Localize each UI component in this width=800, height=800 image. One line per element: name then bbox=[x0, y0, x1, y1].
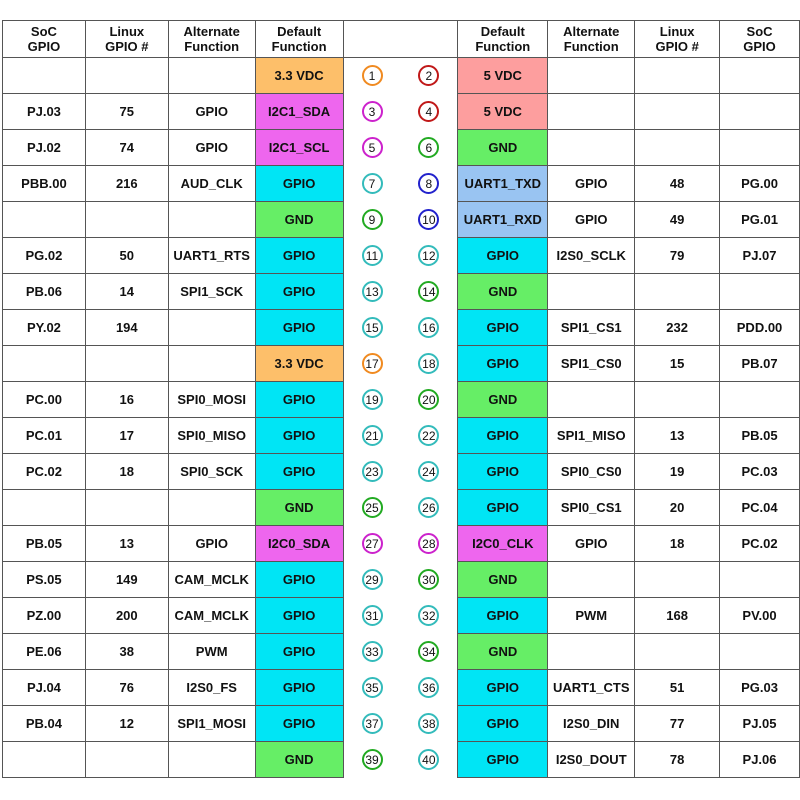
pin-number-even: 36 bbox=[418, 677, 439, 698]
pin-number-even: 20 bbox=[418, 389, 439, 410]
pin-row bbox=[3, 526, 800, 562]
right-soc-gpio-cell: PJ.05 bbox=[720, 706, 800, 742]
right-alternate-function-cell: SPI1_CS0 bbox=[548, 346, 635, 382]
right-soc-gpio-cell: PG.03 bbox=[720, 670, 800, 706]
pin-row bbox=[3, 94, 800, 130]
right-linux-gpio-cell: 78 bbox=[635, 742, 720, 778]
pin-number-odd: 11 bbox=[362, 245, 383, 266]
pin-number-odd: 23 bbox=[362, 461, 383, 482]
pin-pair-cell bbox=[343, 166, 458, 202]
pin-number-odd: 9 bbox=[362, 209, 383, 230]
right-alternate-function-cell bbox=[548, 130, 635, 166]
header-left-alternate-function: Alternate Function bbox=[168, 21, 255, 58]
pin-pair-cell bbox=[343, 238, 458, 274]
pin-number-even: 14 bbox=[418, 281, 439, 302]
left-default-function-cell: GND bbox=[255, 202, 343, 238]
pin-number-even: 6 bbox=[418, 137, 439, 158]
pin-number-odd: 15 bbox=[362, 317, 383, 338]
right-default-function-cell: GND bbox=[458, 274, 548, 310]
left-linux-gpio-cell: 216 bbox=[85, 166, 168, 202]
pin-number-odd: 21 bbox=[362, 425, 383, 446]
right-soc-gpio-cell: PDD.00 bbox=[720, 310, 800, 346]
pin-pair-cell bbox=[343, 742, 458, 778]
left-default-function-cell: 3.3 VDC bbox=[255, 58, 343, 94]
right-alternate-function-cell: GPIO bbox=[548, 526, 635, 562]
left-soc-gpio-cell bbox=[3, 742, 86, 778]
right-alternate-function-cell bbox=[548, 58, 635, 94]
right-alternate-function-cell: PWM bbox=[548, 598, 635, 634]
left-default-function-cell: I2C1_SCL bbox=[255, 130, 343, 166]
pin-pair-cell bbox=[343, 58, 458, 94]
left-alternate-function-cell: PWM bbox=[168, 634, 255, 670]
pin-number-odd: 7 bbox=[362, 173, 383, 194]
left-alternate-function-cell: CAM_MCLK bbox=[168, 598, 255, 634]
pin-row bbox=[3, 130, 800, 166]
right-linux-gpio-cell: 13 bbox=[635, 418, 720, 454]
left-default-function-cell: I2C1_SDA bbox=[255, 94, 343, 130]
header-right-default-function: Default Function bbox=[458, 21, 548, 58]
left-alternate-function-cell: SPI0_MOSI bbox=[168, 382, 255, 418]
left-default-function-cell: 3.3 VDC bbox=[255, 346, 343, 382]
left-soc-gpio-cell bbox=[3, 202, 86, 238]
pin-number-odd: 1 bbox=[362, 65, 383, 86]
left-default-function-cell: GPIO bbox=[255, 454, 343, 490]
left-default-function-cell: GND bbox=[255, 742, 343, 778]
left-soc-gpio-cell: PC.02 bbox=[3, 454, 86, 490]
right-default-function-cell: GND bbox=[458, 130, 548, 166]
right-linux-gpio-cell: 48 bbox=[635, 166, 720, 202]
left-alternate-function-cell: SPI1_SCK bbox=[168, 274, 255, 310]
left-alternate-function-cell: GPIO bbox=[168, 526, 255, 562]
pin-number-odd: 13 bbox=[362, 281, 383, 302]
pin-number-odd: 3 bbox=[362, 101, 383, 122]
pin-number-even: 40 bbox=[418, 749, 439, 770]
left-soc-gpio-cell: PG.02 bbox=[3, 238, 86, 274]
right-default-function-cell: GPIO bbox=[458, 238, 548, 274]
right-soc-gpio-cell bbox=[720, 634, 800, 670]
right-linux-gpio-cell bbox=[635, 634, 720, 670]
right-soc-gpio-cell bbox=[720, 94, 800, 130]
right-default-function-cell: GPIO bbox=[458, 706, 548, 742]
right-alternate-function-cell bbox=[548, 634, 635, 670]
pin-number-even: 26 bbox=[418, 497, 439, 518]
left-soc-gpio-cell: PJ.04 bbox=[3, 670, 86, 706]
right-linux-gpio-cell: 79 bbox=[635, 238, 720, 274]
right-default-function-cell: GPIO bbox=[458, 742, 548, 778]
pin-number-even: 34 bbox=[418, 641, 439, 662]
pin-number-odd: 31 bbox=[362, 605, 383, 626]
right-alternate-function-cell: I2S0_DIN bbox=[548, 706, 635, 742]
left-alternate-function-cell: GPIO bbox=[168, 94, 255, 130]
pin-pair-cell bbox=[343, 706, 458, 742]
pin-row bbox=[3, 598, 800, 634]
pin-row bbox=[3, 274, 800, 310]
left-linux-gpio-cell: 200 bbox=[85, 598, 168, 634]
left-soc-gpio-cell: PBB.00 bbox=[3, 166, 86, 202]
right-default-function-cell: GPIO bbox=[458, 418, 548, 454]
left-soc-gpio-cell bbox=[3, 58, 86, 94]
right-linux-gpio-cell bbox=[635, 562, 720, 598]
right-soc-gpio-cell: PB.07 bbox=[720, 346, 800, 382]
right-default-function-cell: UART1_TXD bbox=[458, 166, 548, 202]
right-alternate-function-cell: I2S0_SCLK bbox=[548, 238, 635, 274]
pin-pair-cell bbox=[343, 418, 458, 454]
pin-row bbox=[3, 310, 800, 346]
right-soc-gpio-cell: PG.01 bbox=[720, 202, 800, 238]
left-soc-gpio-cell: PJ.02 bbox=[3, 130, 86, 166]
left-soc-gpio-cell: PS.05 bbox=[3, 562, 86, 598]
right-soc-gpio-cell: PJ.07 bbox=[720, 238, 800, 274]
right-alternate-function-cell bbox=[548, 94, 635, 130]
left-default-function-cell: GPIO bbox=[255, 238, 343, 274]
left-linux-gpio-cell: 38 bbox=[85, 634, 168, 670]
left-default-function-cell: GPIO bbox=[255, 670, 343, 706]
left-soc-gpio-cell: PZ.00 bbox=[3, 598, 86, 634]
pin-row bbox=[3, 58, 800, 94]
pin-number-even: 18 bbox=[418, 353, 439, 374]
left-linux-gpio-cell bbox=[85, 58, 168, 94]
pin-number-even: 28 bbox=[418, 533, 439, 554]
pin-pair-cell bbox=[343, 202, 458, 238]
pin-number-even: 32 bbox=[418, 605, 439, 626]
pin-row bbox=[3, 346, 800, 382]
header-left-soc-gpio: SoC GPIO bbox=[3, 21, 86, 58]
pin-row bbox=[3, 238, 800, 274]
pin-row bbox=[3, 166, 800, 202]
pin-number-odd: 25 bbox=[362, 497, 383, 518]
left-linux-gpio-cell: 12 bbox=[85, 706, 168, 742]
left-default-function-cell: GPIO bbox=[255, 310, 343, 346]
pin-pair-cell bbox=[343, 310, 458, 346]
right-default-function-cell: GPIO bbox=[458, 490, 548, 526]
left-linux-gpio-cell: 194 bbox=[85, 310, 168, 346]
pin-number-odd: 19 bbox=[362, 389, 383, 410]
pin-pair-cell bbox=[343, 670, 458, 706]
right-default-function-cell: UART1_RXD bbox=[458, 202, 548, 238]
pin-number-odd: 35 bbox=[362, 677, 383, 698]
right-default-function-cell: 5 VDC bbox=[458, 94, 548, 130]
left-alternate-function-cell bbox=[168, 58, 255, 94]
right-alternate-function-cell bbox=[548, 274, 635, 310]
left-alternate-function-cell: SPI0_SCK bbox=[168, 454, 255, 490]
left-soc-gpio-cell: PB.06 bbox=[3, 274, 86, 310]
pin-row bbox=[3, 562, 800, 598]
pin-pair-cell bbox=[343, 94, 458, 130]
pin-number-odd: 29 bbox=[362, 569, 383, 590]
right-alternate-function-cell: SPI0_CS1 bbox=[548, 490, 635, 526]
left-linux-gpio-cell: 14 bbox=[85, 274, 168, 310]
right-linux-gpio-cell: 15 bbox=[635, 346, 720, 382]
left-alternate-function-cell: CAM_MCLK bbox=[168, 562, 255, 598]
right-default-function-cell: GPIO bbox=[458, 598, 548, 634]
header-pins bbox=[343, 21, 458, 58]
pin-number-even: 30 bbox=[418, 569, 439, 590]
header-row bbox=[3, 21, 800, 58]
left-default-function-cell: GPIO bbox=[255, 274, 343, 310]
pin-row bbox=[3, 706, 800, 742]
right-default-function-cell: GND bbox=[458, 634, 548, 670]
left-linux-gpio-cell: 50 bbox=[85, 238, 168, 274]
left-default-function-cell: I2C0_SDA bbox=[255, 526, 343, 562]
pin-pair-cell bbox=[343, 562, 458, 598]
left-linux-gpio-cell: 17 bbox=[85, 418, 168, 454]
right-linux-gpio-cell: 18 bbox=[635, 526, 720, 562]
right-soc-gpio-cell bbox=[720, 562, 800, 598]
right-soc-gpio-cell bbox=[720, 130, 800, 166]
left-default-function-cell: GPIO bbox=[255, 418, 343, 454]
right-linux-gpio-cell: 49 bbox=[635, 202, 720, 238]
right-soc-gpio-cell: PG.00 bbox=[720, 166, 800, 202]
pin-number-even: 38 bbox=[418, 713, 439, 734]
left-alternate-function-cell bbox=[168, 202, 255, 238]
right-alternate-function-cell: SPI1_MISO bbox=[548, 418, 635, 454]
left-soc-gpio-cell: PJ.03 bbox=[3, 94, 86, 130]
header-left-linux-gpio: Linux GPIO # bbox=[85, 21, 168, 58]
left-soc-gpio-cell bbox=[3, 490, 86, 526]
pin-row bbox=[3, 490, 800, 526]
pin-number-even: 16 bbox=[418, 317, 439, 338]
right-alternate-function-cell: SPI0_CS0 bbox=[548, 454, 635, 490]
right-default-function-cell: GND bbox=[458, 382, 548, 418]
pin-number-even: 2 bbox=[418, 65, 439, 86]
pin-number-odd: 27 bbox=[362, 533, 383, 554]
right-soc-gpio-cell bbox=[720, 58, 800, 94]
left-linux-gpio-cell: 149 bbox=[85, 562, 168, 598]
right-alternate-function-cell: SPI1_CS1 bbox=[548, 310, 635, 346]
right-soc-gpio-cell bbox=[720, 274, 800, 310]
left-linux-gpio-cell: 16 bbox=[85, 382, 168, 418]
left-soc-gpio-cell: PC.00 bbox=[3, 382, 86, 418]
pin-rows bbox=[3, 58, 800, 778]
right-alternate-function-cell: I2S0_DOUT bbox=[548, 742, 635, 778]
pin-pair-cell bbox=[343, 382, 458, 418]
gpio-pinout-table bbox=[2, 20, 800, 778]
right-soc-gpio-cell: PC.03 bbox=[720, 454, 800, 490]
pin-number-odd: 17 bbox=[362, 353, 383, 374]
pin-row bbox=[3, 202, 800, 238]
right-alternate-function-cell: GPIO bbox=[548, 166, 635, 202]
right-soc-gpio-cell: PC.04 bbox=[720, 490, 800, 526]
pin-pair-cell bbox=[343, 598, 458, 634]
right-default-function-cell: GPIO bbox=[458, 454, 548, 490]
left-linux-gpio-cell: 76 bbox=[85, 670, 168, 706]
pin-pair-cell bbox=[343, 634, 458, 670]
left-linux-gpio-cell bbox=[85, 346, 168, 382]
left-default-function-cell: GPIO bbox=[255, 562, 343, 598]
pin-number-even: 22 bbox=[418, 425, 439, 446]
left-default-function-cell: GPIO bbox=[255, 166, 343, 202]
right-linux-gpio-cell: 51 bbox=[635, 670, 720, 706]
right-alternate-function-cell bbox=[548, 382, 635, 418]
header-right-alternate-function: Alternate Function bbox=[548, 21, 635, 58]
right-linux-gpio-cell: 77 bbox=[635, 706, 720, 742]
left-alternate-function-cell bbox=[168, 742, 255, 778]
left-soc-gpio-cell: PB.04 bbox=[3, 706, 86, 742]
left-default-function-cell: GND bbox=[255, 490, 343, 526]
right-linux-gpio-cell bbox=[635, 382, 720, 418]
pin-pair-cell bbox=[343, 490, 458, 526]
pin-pair-cell bbox=[343, 346, 458, 382]
pin-number-even: 24 bbox=[418, 461, 439, 482]
pin-pair-cell bbox=[343, 130, 458, 166]
right-alternate-function-cell: GPIO bbox=[548, 202, 635, 238]
left-linux-gpio-cell: 13 bbox=[85, 526, 168, 562]
right-linux-gpio-cell bbox=[635, 58, 720, 94]
pin-number-odd: 33 bbox=[362, 641, 383, 662]
left-alternate-function-cell: UART1_RTS bbox=[168, 238, 255, 274]
left-soc-gpio-cell: PC.01 bbox=[3, 418, 86, 454]
pin-row bbox=[3, 634, 800, 670]
right-default-function-cell: 5 VDC bbox=[458, 58, 548, 94]
left-default-function-cell: GPIO bbox=[255, 634, 343, 670]
pin-pair-cell bbox=[343, 454, 458, 490]
left-soc-gpio-cell: PE.06 bbox=[3, 634, 86, 670]
pin-number-even: 4 bbox=[418, 101, 439, 122]
pin-number-odd: 39 bbox=[362, 749, 383, 770]
left-default-function-cell: GPIO bbox=[255, 598, 343, 634]
right-linux-gpio-cell: 168 bbox=[635, 598, 720, 634]
right-default-function-cell: I2C0_CLK bbox=[458, 526, 548, 562]
right-alternate-function-cell: UART1_CTS bbox=[548, 670, 635, 706]
right-default-function-cell: GPIO bbox=[458, 670, 548, 706]
left-alternate-function-cell bbox=[168, 490, 255, 526]
right-linux-gpio-cell: 20 bbox=[635, 490, 720, 526]
left-alternate-function-cell bbox=[168, 346, 255, 382]
pin-pair-cell bbox=[343, 274, 458, 310]
pin-row bbox=[3, 670, 800, 706]
pin-number-odd: 5 bbox=[362, 137, 383, 158]
left-soc-gpio-cell: PB.05 bbox=[3, 526, 86, 562]
right-soc-gpio-cell bbox=[720, 382, 800, 418]
left-linux-gpio-cell: 75 bbox=[85, 94, 168, 130]
header-right-linux-gpio: Linux GPIO # bbox=[635, 21, 720, 58]
right-linux-gpio-cell bbox=[635, 274, 720, 310]
left-linux-gpio-cell bbox=[85, 742, 168, 778]
right-default-function-cell: GPIO bbox=[458, 346, 548, 382]
right-alternate-function-cell bbox=[548, 562, 635, 598]
left-alternate-function-cell: GPIO bbox=[168, 130, 255, 166]
pin-row bbox=[3, 454, 800, 490]
right-soc-gpio-cell: PC.02 bbox=[720, 526, 800, 562]
right-linux-gpio-cell bbox=[635, 130, 720, 166]
left-alternate-function-cell: AUD_CLK bbox=[168, 166, 255, 202]
pin-row bbox=[3, 742, 800, 778]
pin-row bbox=[3, 418, 800, 454]
right-soc-gpio-cell: PV.00 bbox=[720, 598, 800, 634]
left-alternate-function-cell: I2S0_FS bbox=[168, 670, 255, 706]
pin-number-even: 10 bbox=[418, 209, 439, 230]
header-left-default-function: Default Function bbox=[255, 21, 343, 58]
left-soc-gpio-cell: PY.02 bbox=[3, 310, 86, 346]
right-soc-gpio-cell: PJ.06 bbox=[720, 742, 800, 778]
pin-pair-cell bbox=[343, 526, 458, 562]
pin-number-odd: 37 bbox=[362, 713, 383, 734]
pin-number-even: 8 bbox=[418, 173, 439, 194]
right-linux-gpio-cell bbox=[635, 94, 720, 130]
right-default-function-cell: GPIO bbox=[458, 310, 548, 346]
right-default-function-cell: GND bbox=[458, 562, 548, 598]
left-default-function-cell: GPIO bbox=[255, 382, 343, 418]
pin-number-even: 12 bbox=[418, 245, 439, 266]
left-default-function-cell: GPIO bbox=[255, 706, 343, 742]
right-linux-gpio-cell: 19 bbox=[635, 454, 720, 490]
left-linux-gpio-cell bbox=[85, 202, 168, 238]
pin-row bbox=[3, 382, 800, 418]
left-linux-gpio-cell: 74 bbox=[85, 130, 168, 166]
right-linux-gpio-cell: 232 bbox=[635, 310, 720, 346]
left-alternate-function-cell bbox=[168, 310, 255, 346]
left-alternate-function-cell: SPI1_MOSI bbox=[168, 706, 255, 742]
left-linux-gpio-cell: 18 bbox=[85, 454, 168, 490]
left-alternate-function-cell: SPI0_MISO bbox=[168, 418, 255, 454]
left-linux-gpio-cell bbox=[85, 490, 168, 526]
header-right-soc-gpio: SoC GPIO bbox=[720, 21, 800, 58]
right-soc-gpio-cell: PB.05 bbox=[720, 418, 800, 454]
left-soc-gpio-cell bbox=[3, 346, 86, 382]
